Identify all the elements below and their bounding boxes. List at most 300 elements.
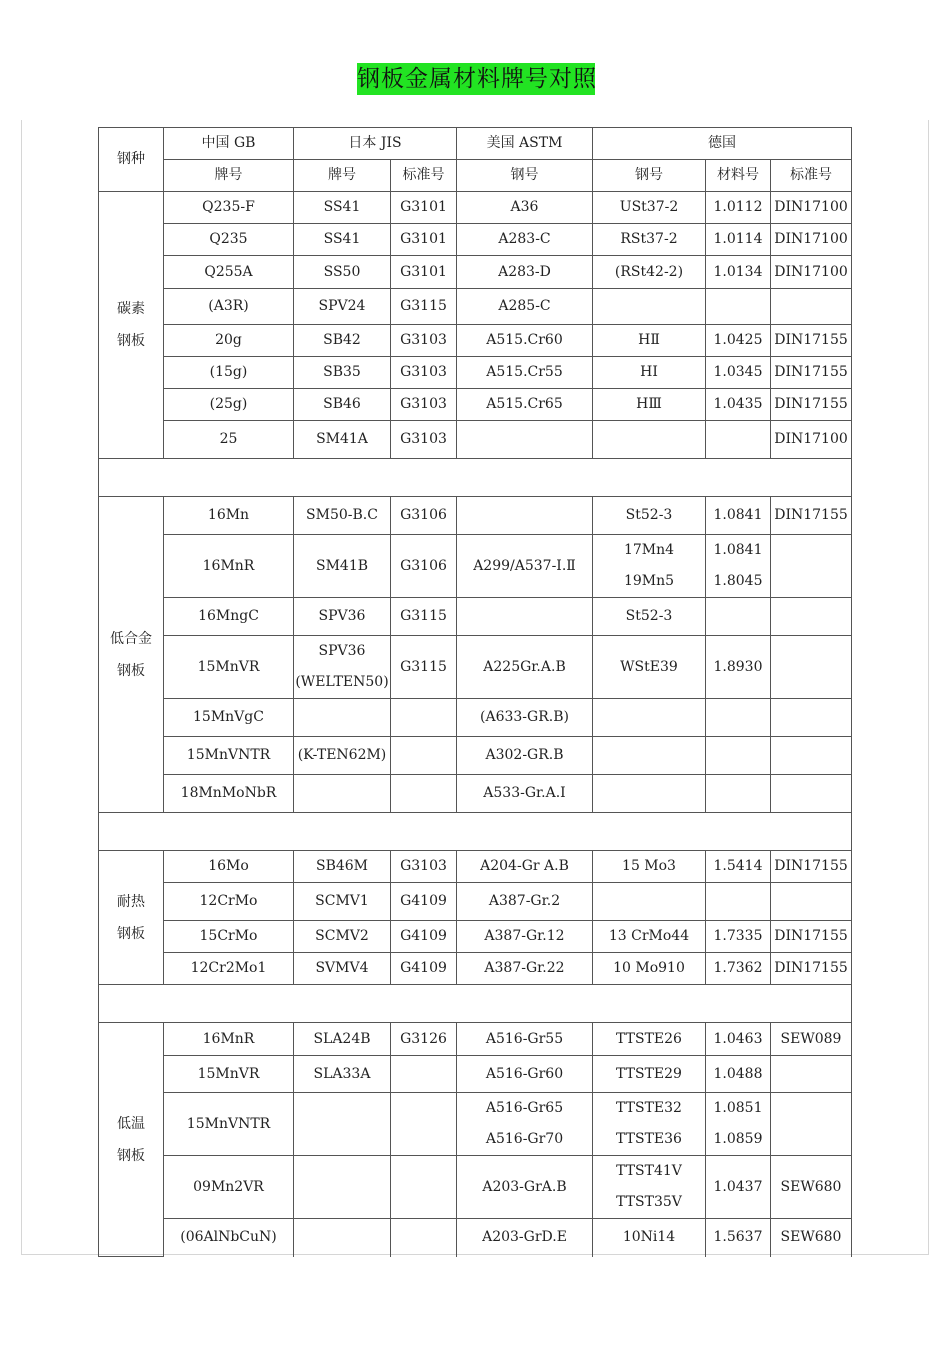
de-grade-cell xyxy=(593,389,706,421)
astm-grade-cell xyxy=(457,953,593,985)
table-row xyxy=(99,1023,852,1056)
cell-text: 16MngC xyxy=(198,608,259,624)
cell-text: G4109 xyxy=(400,960,447,976)
de-material-cell xyxy=(706,699,771,737)
astm-grade-cell xyxy=(457,1156,593,1219)
cell-text: G3103 xyxy=(400,858,447,874)
astm-grade-cell xyxy=(457,389,593,421)
jis-grade-cell xyxy=(294,497,391,535)
de-material-cell xyxy=(706,1023,771,1056)
jis-grade-cell xyxy=(294,598,391,636)
gb-cell xyxy=(164,357,294,389)
cell-text: 1.0425 xyxy=(713,332,763,348)
cell-text: SB46 xyxy=(323,396,361,412)
jis-standard-cell xyxy=(391,497,457,535)
category-label: 钢板 xyxy=(117,1147,145,1164)
jis-grade-cell xyxy=(294,535,391,598)
cell-text: TTSTE32 xyxy=(616,1100,682,1116)
cell-text: A515.Cr60 xyxy=(486,332,563,348)
cell-text: 1.0851 xyxy=(713,1100,763,1116)
header-de-grade: 钢号 xyxy=(593,160,706,192)
cell-text: SLA24B xyxy=(313,1030,371,1047)
cell-text: SM41A xyxy=(316,431,368,447)
spacer-cell xyxy=(99,813,852,851)
cell-text: A283-D xyxy=(498,263,551,280)
astm-grade-cell xyxy=(457,1056,593,1093)
table-row xyxy=(99,325,852,357)
de-grade-cell xyxy=(593,1056,706,1093)
cell-text: 12CrMo xyxy=(199,893,258,909)
table-row xyxy=(99,1056,852,1093)
de-material-cell xyxy=(706,497,771,535)
gb-cell xyxy=(164,389,294,421)
category-cell xyxy=(99,1023,164,1257)
table-row xyxy=(99,1219,852,1257)
cell-text: A516-Gr60 xyxy=(485,1065,564,1082)
de-material-cell xyxy=(706,357,771,389)
category-label: 钢板 xyxy=(117,662,145,679)
astm-grade-cell xyxy=(457,699,593,737)
category-label: 钢板 xyxy=(117,333,145,349)
cell-text: SPV36 xyxy=(318,643,366,659)
cell-text: A225Gr.A.B xyxy=(483,658,566,675)
de-material-cell xyxy=(706,256,771,289)
cell-text: SEW089 xyxy=(780,1030,842,1047)
astm-grade-cell xyxy=(457,421,593,459)
de-material-cell xyxy=(706,192,771,224)
cell-text: SCMV2 xyxy=(315,928,369,944)
cell-text: SCMV1 xyxy=(315,893,369,909)
cell-text: 1.0859 xyxy=(713,1131,763,1147)
jis-standard-cell xyxy=(391,421,457,459)
de-grade-cell xyxy=(593,1219,706,1257)
header-de-material: 材料号 xyxy=(706,160,771,192)
cell-text: A283-C xyxy=(498,231,551,247)
de-standard-cell xyxy=(771,289,852,325)
cell-text: SPV24 xyxy=(318,298,366,314)
de-standard-cell xyxy=(771,256,852,289)
cell-text: (25g) xyxy=(209,396,248,412)
gb-cell xyxy=(164,535,294,598)
table-row xyxy=(99,421,852,459)
de-material-cell xyxy=(706,421,771,459)
de-standard-cell xyxy=(771,192,852,224)
cell-text: SB42 xyxy=(323,332,361,348)
cell-text: RSt37-2 xyxy=(620,231,678,247)
category-label: 钢板 xyxy=(117,925,145,942)
jis-grade-cell xyxy=(294,421,391,459)
cell-text: SB35 xyxy=(323,364,361,380)
section-spacer-row xyxy=(99,459,852,497)
jis-standard-cell xyxy=(391,1093,457,1156)
de-grade-cell xyxy=(593,497,706,535)
de-material-cell xyxy=(706,737,771,775)
jis-grade-cell xyxy=(294,1056,391,1093)
jis-grade-cell xyxy=(294,192,391,224)
cell-text: DIN17155 xyxy=(774,858,848,874)
cell-text: A516-Gr70 xyxy=(485,1131,564,1147)
de-material-cell xyxy=(706,1093,771,1156)
de-grade-cell xyxy=(593,699,706,737)
de-grade-cell xyxy=(593,289,706,325)
cell-text: 15MnVgC xyxy=(193,709,264,725)
spacer-cell xyxy=(99,459,852,497)
de-grade-cell xyxy=(593,256,706,289)
astm-grade-cell xyxy=(457,256,593,289)
cell-text: DIN17155 xyxy=(774,960,848,976)
cell-text: (WELTEN50) xyxy=(295,674,389,690)
cell-text: HⅢ xyxy=(636,396,662,412)
jis-grade-cell xyxy=(294,636,391,699)
cell-text: G3101 xyxy=(400,263,447,280)
de-grade-cell xyxy=(593,357,706,389)
jis-standard-cell xyxy=(391,883,457,921)
cell-text: (06AlNbCuN) xyxy=(180,1229,277,1246)
de-standard-cell xyxy=(771,598,852,636)
de-material-cell xyxy=(706,1219,771,1257)
jis-standard-cell xyxy=(391,636,457,699)
cell-text: G3115 xyxy=(400,608,447,624)
header-jis-standard: 标准号 xyxy=(391,160,457,192)
jis-standard-cell xyxy=(391,921,457,953)
cell-text: SVMV4 xyxy=(315,960,369,976)
cell-text: 10Ni14 xyxy=(622,1229,676,1246)
cell-text: 19Mn5 xyxy=(623,573,675,589)
section-spacer-row xyxy=(99,813,852,851)
cell-text: (A3R) xyxy=(208,298,249,314)
gb-cell xyxy=(164,497,294,535)
spacer-cell xyxy=(99,985,852,1023)
jis-standard-cell xyxy=(391,256,457,289)
cell-text: DIN17155 xyxy=(774,928,848,944)
astm-grade-cell xyxy=(457,535,593,598)
cell-text: 16Mn xyxy=(207,507,250,523)
de-grade-cell xyxy=(593,953,706,985)
category-label: 低温 xyxy=(117,1115,145,1132)
cell-text: USt37-2 xyxy=(619,199,679,215)
cell-text: 25 xyxy=(219,431,238,447)
header-gb-grade: 牌号 xyxy=(164,160,294,192)
cell-text: SEW680 xyxy=(780,1178,842,1195)
cell-text: TTSTE29 xyxy=(616,1065,682,1082)
header-jis-grade: 牌号 xyxy=(294,160,391,192)
cell-text: DIN17100 xyxy=(774,263,848,280)
gb-cell xyxy=(164,421,294,459)
cell-text: 1.0114 xyxy=(713,231,763,247)
jis-grade-cell xyxy=(294,883,391,921)
cell-text: A516-Gr65 xyxy=(485,1100,564,1116)
de-standard-cell xyxy=(771,497,852,535)
cell-text: 18MnMoNbR xyxy=(180,785,277,801)
gb-cell xyxy=(164,192,294,224)
de-standard-cell xyxy=(771,737,852,775)
gb-cell xyxy=(164,1219,294,1257)
cell-text: 1.7335 xyxy=(713,928,763,944)
astm-grade-cell xyxy=(457,289,593,325)
cell-text: 1.0134 xyxy=(713,263,763,280)
jis-standard-cell xyxy=(391,737,457,775)
de-material-cell xyxy=(706,953,771,985)
cell-text: 1.0841 xyxy=(713,507,763,523)
astm-grade-cell xyxy=(457,1093,593,1156)
astm-grade-cell xyxy=(457,921,593,953)
de-standard-cell xyxy=(771,224,852,256)
category-label: 低合金 xyxy=(110,630,152,647)
steel-grade-table xyxy=(98,127,852,1257)
cell-text: DIN17155 xyxy=(774,332,848,348)
de-grade-cell xyxy=(593,325,706,357)
table-row xyxy=(99,192,852,224)
de-standard-cell xyxy=(771,1093,852,1156)
cell-text: SLA33A xyxy=(313,1065,371,1082)
cell-text: G3103 xyxy=(400,332,447,348)
de-grade-cell xyxy=(593,1156,706,1219)
de-standard-cell xyxy=(771,699,852,737)
de-material-cell xyxy=(706,598,771,636)
cell-text: A533-Gr.A.I xyxy=(483,785,566,801)
de-standard-cell xyxy=(771,389,852,421)
de-standard-cell xyxy=(771,357,852,389)
de-material-cell xyxy=(706,224,771,256)
de-standard-cell xyxy=(771,535,852,598)
gb-cell xyxy=(164,256,294,289)
de-grade-cell xyxy=(593,775,706,813)
cell-text: SS41 xyxy=(323,231,361,247)
cell-text: 1.7362 xyxy=(713,960,763,976)
de-standard-cell xyxy=(771,883,852,921)
cell-text: A515.Cr55 xyxy=(486,364,563,380)
gb-cell xyxy=(164,1156,294,1219)
category-cell xyxy=(99,497,164,813)
table-row xyxy=(99,256,852,289)
category-cell xyxy=(99,851,164,985)
cell-text: SS50 xyxy=(323,263,361,280)
cell-text: G3103 xyxy=(400,431,447,447)
gb-cell xyxy=(164,883,294,921)
de-standard-cell xyxy=(771,1156,852,1219)
cell-text: DIN17155 xyxy=(774,396,848,412)
de-standard-cell xyxy=(771,1056,852,1093)
gb-cell xyxy=(164,699,294,737)
jis-grade-cell xyxy=(294,953,391,985)
cell-text: 1.5637 xyxy=(713,1229,763,1246)
cell-text: Q235 xyxy=(209,231,248,247)
header-japan-jis: 日本 JIS xyxy=(294,128,457,160)
cell-text: 1.0463 xyxy=(713,1030,763,1047)
de-grade-cell xyxy=(593,1023,706,1056)
de-grade-cell xyxy=(593,535,706,598)
astm-grade-cell xyxy=(457,224,593,256)
de-material-cell xyxy=(706,1156,771,1219)
cell-text: 16Mo xyxy=(208,858,249,874)
header-de-standard: 标准号 xyxy=(771,160,852,192)
cell-text: (15g) xyxy=(209,364,248,380)
jis-standard-cell xyxy=(391,224,457,256)
de-material-cell xyxy=(706,636,771,699)
cell-text: 12Cr2Mo1 xyxy=(190,960,267,976)
table-row xyxy=(99,851,852,883)
astm-grade-cell xyxy=(457,1023,593,1056)
cell-text: 1.0435 xyxy=(713,396,763,412)
table-row xyxy=(99,535,852,598)
jis-standard-cell xyxy=(391,953,457,985)
astm-grade-cell xyxy=(457,497,593,535)
de-material-cell xyxy=(706,1056,771,1093)
cell-text: (A633-GR.B) xyxy=(480,709,569,725)
cell-text: 1.5414 xyxy=(713,858,763,874)
table-row xyxy=(99,921,852,953)
cell-text: WStE39 xyxy=(620,658,678,675)
cell-text: G4109 xyxy=(400,893,447,909)
jis-standard-cell xyxy=(391,325,457,357)
gb-cell xyxy=(164,636,294,699)
cell-text: HⅠ xyxy=(640,364,658,380)
cell-text: A203-GrD.E xyxy=(482,1229,567,1246)
cell-text: G3101 xyxy=(400,231,447,247)
jis-standard-cell xyxy=(391,1219,457,1257)
section-spacer-row xyxy=(99,985,852,1023)
cell-text: SM50-B.C xyxy=(306,507,378,523)
de-grade-cell xyxy=(593,921,706,953)
cell-text: 1.0841 xyxy=(713,542,763,558)
de-grade-cell xyxy=(593,421,706,459)
table-row xyxy=(99,289,852,325)
cell-text: G3126 xyxy=(400,1030,447,1047)
cell-text: A516-Gr55 xyxy=(485,1030,564,1047)
jis-standard-cell xyxy=(391,598,457,636)
cell-text: St52-3 xyxy=(625,507,673,523)
cell-text: 13 CrMo44 xyxy=(608,928,690,944)
jis-grade-cell xyxy=(294,1219,391,1257)
jis-standard-cell xyxy=(391,1156,457,1219)
cell-text: A203-GrA.B xyxy=(482,1178,567,1195)
cell-text: TTST35V xyxy=(616,1194,682,1210)
jis-standard-cell xyxy=(391,851,457,883)
astm-grade-cell xyxy=(457,357,593,389)
gb-cell xyxy=(164,289,294,325)
astm-grade-cell xyxy=(457,1219,593,1257)
cell-text: (RSt42-2) xyxy=(614,263,684,280)
table-row xyxy=(99,598,852,636)
gb-cell xyxy=(164,851,294,883)
de-material-cell xyxy=(706,289,771,325)
de-grade-cell xyxy=(593,883,706,921)
cell-text: DIN17155 xyxy=(774,507,848,523)
jis-standard-cell xyxy=(391,535,457,598)
table-row xyxy=(99,775,852,813)
cell-text: DIN17100 xyxy=(774,231,848,247)
de-material-cell xyxy=(706,389,771,421)
de-grade-cell xyxy=(593,737,706,775)
cell-text: 1.0112 xyxy=(713,199,763,215)
de-standard-cell xyxy=(771,1219,852,1257)
cell-text: SB46M xyxy=(315,858,369,874)
gb-cell xyxy=(164,1056,294,1093)
table-row xyxy=(99,699,852,737)
cell-text: G3106 xyxy=(400,507,447,523)
de-material-cell xyxy=(706,921,771,953)
cell-text: SM41B xyxy=(315,557,369,574)
cell-text: A387-Gr.2 xyxy=(488,893,561,909)
header-usa-astm: 美国 ASTM xyxy=(457,128,593,160)
cell-text: 16MnR xyxy=(202,557,255,574)
cell-text: DIN17100 xyxy=(774,199,848,215)
cell-text: 15MnVNTR xyxy=(186,747,271,763)
cell-text: SPV36 xyxy=(318,608,366,624)
table-row xyxy=(99,389,852,421)
table-row xyxy=(99,953,852,985)
astm-grade-cell xyxy=(457,775,593,813)
jis-standard-cell xyxy=(391,289,457,325)
de-grade-cell xyxy=(593,1093,706,1156)
cell-text: 15MnVNTR xyxy=(186,1115,271,1132)
de-standard-cell xyxy=(771,636,852,699)
cell-text: A515.Cr65 xyxy=(486,396,563,412)
jis-grade-cell xyxy=(294,357,391,389)
cell-text: G3115 xyxy=(400,298,447,314)
cell-text: TTSTE36 xyxy=(616,1131,682,1147)
jis-grade-cell xyxy=(294,737,391,775)
jis-standard-cell xyxy=(391,1056,457,1093)
astm-grade-cell xyxy=(457,598,593,636)
cell-text: 1.8930 xyxy=(713,658,763,675)
cell-text: A285-C xyxy=(498,298,551,314)
cell-text: A387-Gr.12 xyxy=(484,928,565,944)
cell-text: G3106 xyxy=(400,557,447,574)
cell-text: G3115 xyxy=(400,658,447,675)
cell-text: 15MnVR xyxy=(197,658,260,675)
de-material-cell xyxy=(706,851,771,883)
jis-grade-cell xyxy=(294,256,391,289)
cell-text: 1.0488 xyxy=(713,1065,763,1082)
category-label: 耐热 xyxy=(117,893,145,910)
header-astm-grade: 钢号 xyxy=(457,160,593,192)
cell-text: G3103 xyxy=(400,364,447,380)
jis-standard-cell xyxy=(391,1023,457,1056)
jis-grade-cell xyxy=(294,1023,391,1056)
de-standard-cell xyxy=(771,851,852,883)
jis-grade-cell xyxy=(294,851,391,883)
jis-standard-cell xyxy=(391,357,457,389)
cell-text: 09Mn2VR xyxy=(193,1178,264,1195)
gb-cell xyxy=(164,1093,294,1156)
cell-text: DIN17100 xyxy=(774,431,848,447)
cell-text: 10 Mo910 xyxy=(613,960,685,976)
astm-grade-cell xyxy=(457,636,593,699)
cell-text: A387-Gr.22 xyxy=(484,960,565,976)
header-china-gb: 中国 GB xyxy=(164,128,294,160)
astm-grade-cell xyxy=(457,883,593,921)
table-row xyxy=(99,224,852,256)
de-grade-cell xyxy=(593,224,706,256)
header-germany: 德国 xyxy=(593,128,852,160)
gb-cell xyxy=(164,224,294,256)
table-row xyxy=(99,737,852,775)
de-grade-cell xyxy=(593,192,706,224)
jis-grade-cell xyxy=(294,325,391,357)
cell-text: 1.8045 xyxy=(713,573,763,589)
jis-grade-cell xyxy=(294,699,391,737)
cell-text: G4109 xyxy=(400,928,447,944)
jis-grade-cell xyxy=(294,921,391,953)
jis-grade-cell xyxy=(294,775,391,813)
table-row xyxy=(99,497,852,535)
cell-text: G3103 xyxy=(400,396,447,412)
table-row xyxy=(99,1093,852,1156)
cell-text: 20g xyxy=(215,332,242,348)
de-grade-cell xyxy=(593,636,706,699)
gb-cell xyxy=(164,775,294,813)
